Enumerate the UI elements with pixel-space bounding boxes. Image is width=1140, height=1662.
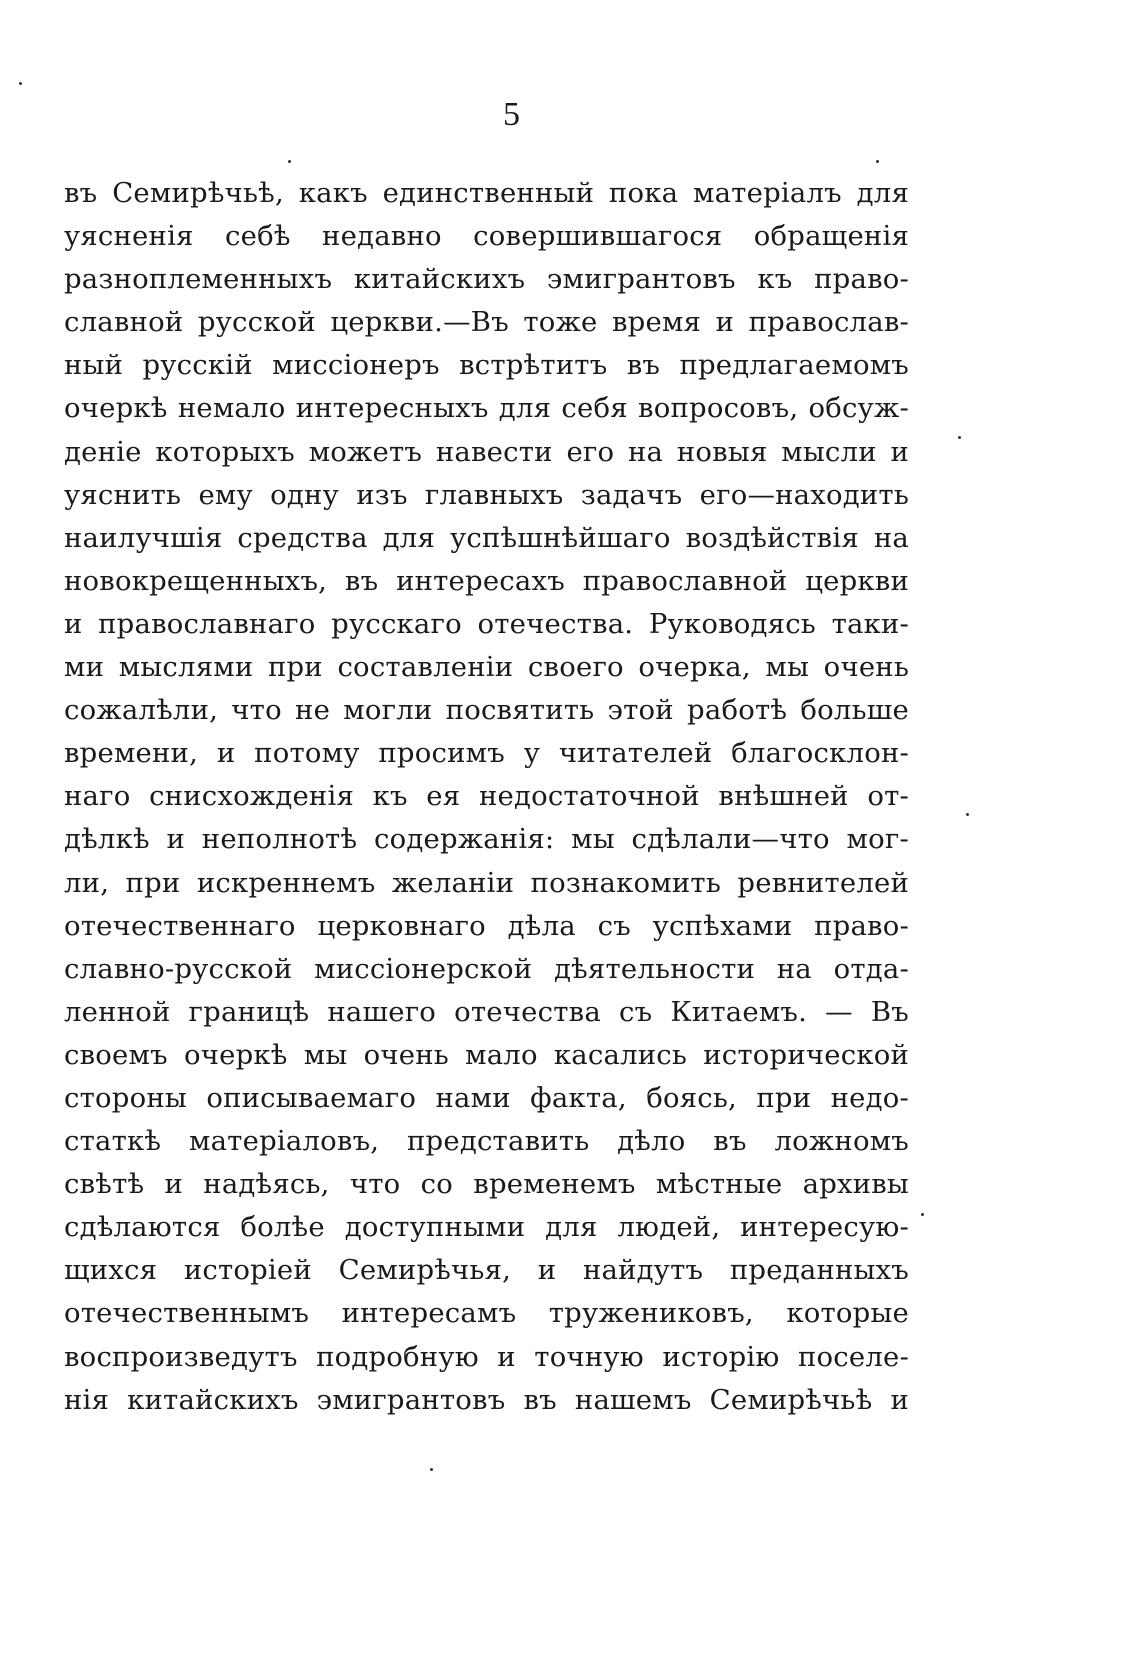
text-line: ленной границѣ нашего отечества съ Китаемъ. — Въ bbox=[64, 995, 909, 1028]
text-line: и православнаго русскаго отечества. Руководясь таки- bbox=[64, 607, 909, 640]
text-line: свѣтѣ и надѣясь, что со временемъ мѣстные архивы bbox=[64, 1168, 909, 1201]
text-line: своемъ очеркѣ мы очень мало касались исторической bbox=[64, 1038, 909, 1071]
print-speck bbox=[921, 1213, 924, 1216]
text-line: наго снисхожденія къ ея недостаточной внѣшней от- bbox=[64, 780, 909, 813]
text-line: нія китайскихъ эмигрантовъ въ нашемъ Семирѣчьѣ и bbox=[64, 1383, 909, 1416]
text-line: разноплеменныхъ китайскихъ эмигрантовъ къ право- bbox=[64, 263, 909, 296]
text-line: славно-русской миссіонерской дѣятельности на отда- bbox=[64, 952, 909, 985]
text-line: статкѣ матеріаловъ, представить дѣло въ ложномъ bbox=[64, 1125, 909, 1158]
text-line: сдѣлаются болѣе доступными для людей, интересую- bbox=[64, 1211, 909, 1244]
print-speck bbox=[958, 436, 961, 439]
text-line: щихся исторіей Семирѣчья, и найдутъ преданныхъ bbox=[64, 1254, 909, 1287]
text-line: уясненія себѣ недавно совершившагося обращенія bbox=[64, 220, 909, 253]
text-line: уяснить ему одну изъ главныхъ задачъ его—находить bbox=[64, 478, 909, 511]
print-speck bbox=[876, 160, 879, 163]
text-line: славной русской церкви.—Въ тоже время и православ- bbox=[64, 306, 909, 339]
text-line: деніе которыхъ можетъ навести его на новыя мысли и bbox=[64, 435, 909, 468]
text-line: въ Семирѣчьѣ, какъ единственный пока матеріалъ для bbox=[64, 177, 909, 209]
text-line: отечественнаго церковнаго дѣла съ успѣхами право- bbox=[64, 909, 909, 942]
text-line: времени, и потому просимъ у читателей благосклон- bbox=[64, 737, 909, 770]
text-line: новокрещенныхъ, въ интересахъ православной церкви bbox=[64, 564, 909, 597]
text-line: стороны описываемаго нами факта, боясь, при недо- bbox=[64, 1081, 909, 1114]
print-speck bbox=[288, 160, 291, 163]
print-speck bbox=[966, 813, 969, 816]
text-line: ный русскій миссіонеръ встрѣтитъ въ предлагаемомъ bbox=[64, 349, 909, 382]
page-number: 5 bbox=[503, 96, 520, 133]
text-line: отечественнымъ интересамъ тружениковъ, которые bbox=[64, 1297, 909, 1330]
text-line: очеркѣ немало интересныхъ для себя вопросовъ, обсуж- bbox=[64, 392, 909, 425]
text-line: дѣлкѣ и неполнотѣ содержанія: мы сдѣлали—что мог- bbox=[64, 823, 909, 856]
text-line: сожалѣли, что не могли посвятить этой работѣ больше bbox=[64, 694, 909, 727]
body-text bbox=[64, 172, 909, 1422]
print-speck bbox=[19, 82, 22, 85]
text-line: воспроизведутъ подробную и точную исторію поселе- bbox=[64, 1340, 909, 1373]
text-line: ли, при искреннемъ желаніи познакомить ревнителей bbox=[64, 866, 909, 899]
print-speck bbox=[430, 1468, 433, 1471]
text-line: ми мыслями при составленіи своего очерка, мы очень bbox=[64, 651, 909, 684]
text-line: наилучшія средства для успѣшнѣйшаго воздѣйствія на bbox=[64, 521, 909, 554]
